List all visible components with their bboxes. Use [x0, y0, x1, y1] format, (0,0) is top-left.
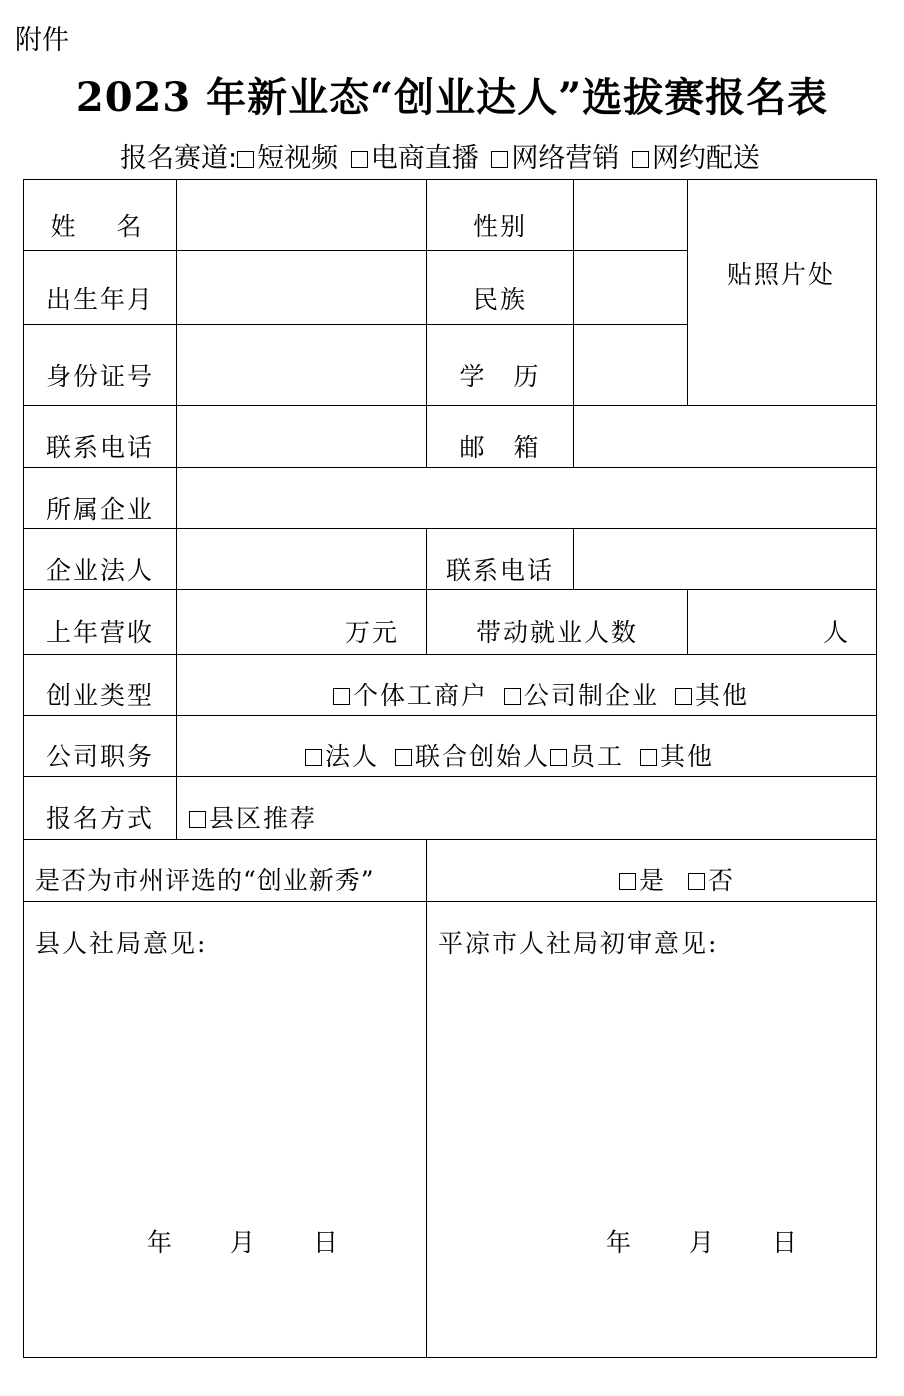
row-divider — [23, 528, 877, 529]
name-label: 姓 名 — [50, 212, 150, 241]
business-type-options — [333, 676, 749, 712]
col-divider — [176, 179, 177, 839]
county-opinion-label: 县人社局意见: — [35, 929, 208, 958]
track-checkbox-short-video[interactable] — [237, 151, 254, 168]
position-checkbox-cofounder[interactable] — [395, 749, 412, 766]
signup-method-label: 报名方式 — [45, 804, 155, 833]
track-option-live-commerce: 电商直播 — [370, 143, 479, 174]
position-cofounder: 联合创始人 — [414, 742, 550, 771]
track-option-delivery: 网约配送 — [651, 143, 760, 174]
col-divider — [687, 589, 688, 654]
track-label: 报名赛道: — [120, 143, 238, 174]
business-type-checkbox-other[interactable] — [675, 688, 692, 705]
table-border-right — [876, 179, 877, 1358]
business-type-other: 其他 — [694, 681, 749, 710]
rookie-options — [619, 861, 735, 897]
county-date-day: 日 — [313, 1228, 341, 1257]
signup-county-recommend: 县区推荐 — [209, 804, 318, 833]
col-divider — [426, 528, 427, 654]
attachment-label: 附件 — [15, 25, 69, 56]
business-type-checkbox-individual[interactable] — [333, 688, 350, 705]
birth-date-label: 出生年月 — [45, 285, 155, 314]
position-options — [305, 737, 714, 773]
position-label: 公司职务 — [45, 742, 155, 771]
email-label: 邮 箱 — [459, 433, 541, 462]
business-type-company: 公司制企业 — [523, 681, 659, 710]
form-title: 2023 年新业态“创业达人”选拔赛报名表 — [75, 74, 829, 121]
rookie-yes: 是 — [639, 866, 667, 895]
rookie-question-label: 是否为市州评选的“创业新秀” — [35, 866, 375, 895]
rookie-checkbox-yes[interactable] — [619, 873, 636, 890]
rookie-checkbox-no[interactable] — [688, 873, 705, 890]
row-divider — [23, 250, 687, 251]
county-date-month: 月 — [230, 1228, 258, 1257]
education-label: 学 历 — [459, 362, 541, 391]
row-divider — [23, 776, 877, 777]
id-number-label: 身份证号 — [45, 362, 155, 391]
table-border-bottom — [23, 1357, 877, 1358]
city-date-day: 日 — [772, 1228, 800, 1257]
county-date — [147, 1223, 340, 1259]
col-divider — [426, 179, 427, 467]
position-other: 其他 — [659, 742, 714, 771]
position-legal-person: 法人 — [325, 742, 380, 771]
photo-placeholder-label: 贴照片处 — [726, 260, 836, 289]
business-type-checkbox-company[interactable] — [504, 688, 521, 705]
signup-method-options — [189, 799, 317, 835]
city-date-month: 月 — [689, 1228, 717, 1257]
revenue-label: 上年营收 — [45, 618, 155, 647]
employment-unit: 人 — [823, 618, 851, 647]
col-divider — [573, 179, 574, 467]
rookie-no: 否 — [707, 866, 735, 895]
track-checkbox-delivery[interactable] — [632, 151, 649, 168]
col-divider — [687, 179, 688, 405]
phone-label: 联系电话 — [45, 433, 155, 462]
track-checkbox-online-marketing[interactable] — [491, 151, 508, 168]
row-divider — [23, 715, 877, 716]
col-divider — [426, 839, 427, 1358]
row-divider — [23, 467, 877, 468]
employment-label: 带动就业人数 — [475, 618, 639, 647]
track-checkbox-live-commerce[interactable] — [351, 151, 368, 168]
row-divider — [23, 654, 877, 655]
table-border-left — [23, 179, 24, 1358]
col-divider — [573, 528, 574, 589]
gender-label: 性别 — [472, 212, 528, 241]
track-option-short-video: 短视频 — [257, 143, 339, 174]
track-selection — [0, 136, 880, 175]
position-checkbox-legal-person[interactable] — [305, 749, 322, 766]
city-opinion-label: 平凉市人社局初审意见: — [438, 929, 719, 958]
track-option-online-marketing: 网络营销 — [511, 143, 620, 174]
row-divider — [23, 324, 687, 325]
position-checkbox-employee[interactable] — [550, 749, 567, 766]
registration-form-table — [23, 179, 877, 1358]
city-date — [606, 1223, 799, 1259]
row-divider — [23, 839, 877, 840]
ethnicity-label: 民族 — [472, 285, 528, 314]
company-label: 所属企业 — [45, 495, 155, 524]
business-type-individual: 个体工商户 — [353, 681, 489, 710]
row-divider — [23, 901, 877, 902]
county-date-year: 年 — [147, 1228, 175, 1257]
table-border-top — [23, 179, 877, 180]
business-type-label: 创业类型 — [45, 681, 155, 710]
city-date-year: 年 — [606, 1228, 634, 1257]
revenue-unit: 万元 — [345, 618, 400, 647]
position-employee: 员工 — [569, 742, 624, 771]
position-checkbox-other[interactable] — [640, 749, 657, 766]
row-divider — [23, 589, 877, 590]
signup-checkbox-county-recommend[interactable] — [189, 811, 206, 828]
row-divider — [23, 405, 877, 406]
legal-phone-label: 联系电话 — [445, 556, 555, 585]
legal-person-label: 企业法人 — [45, 556, 155, 585]
